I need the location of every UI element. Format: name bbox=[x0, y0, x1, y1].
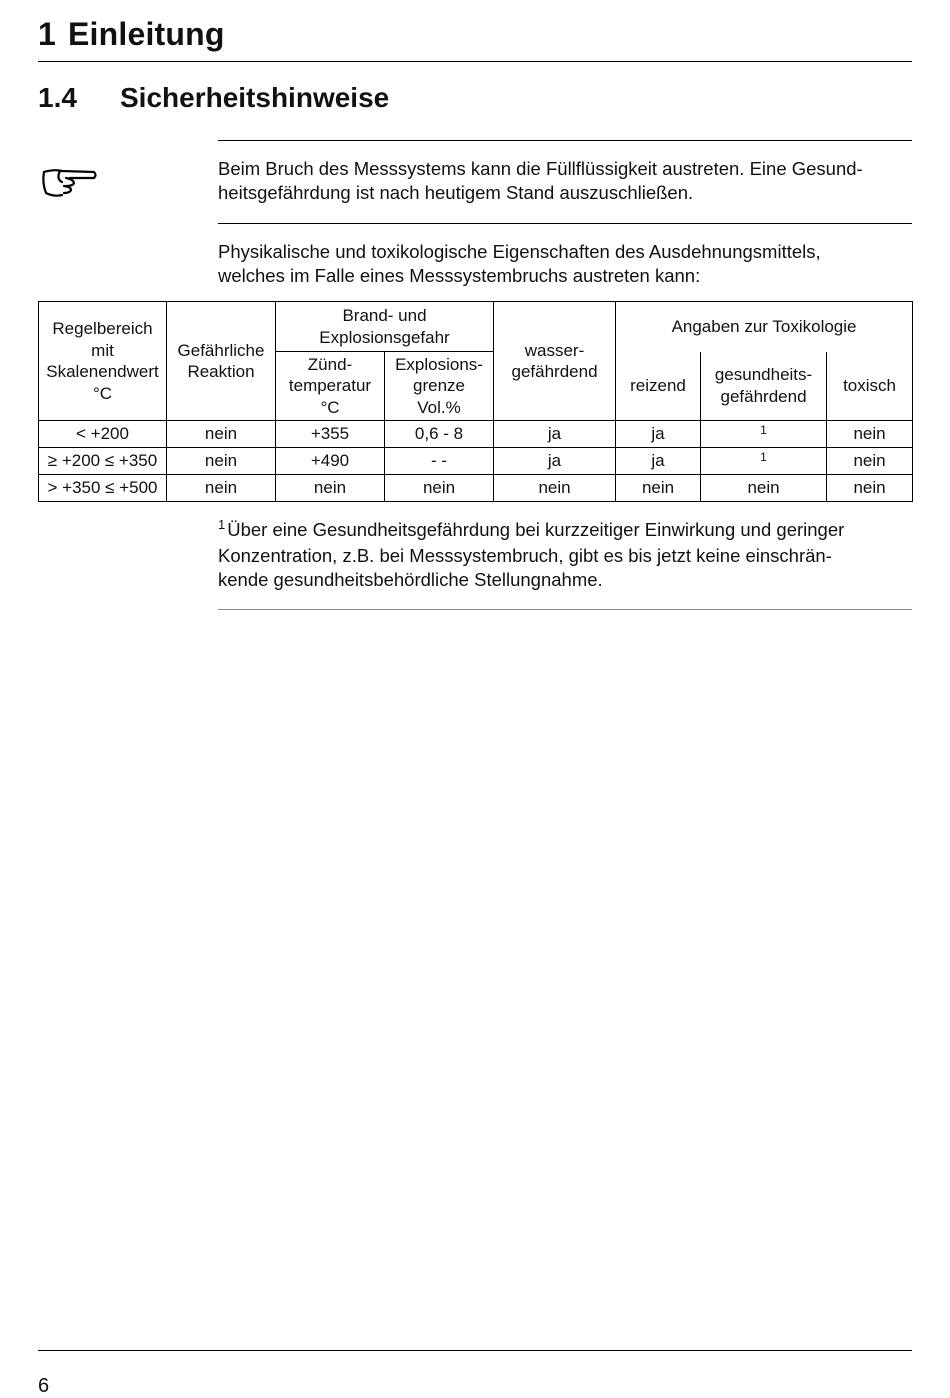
cell-toxic: nein bbox=[827, 475, 913, 502]
header-reaction: Gefährliche Reaktion bbox=[167, 302, 276, 421]
cell-range: < +200 bbox=[39, 421, 167, 448]
cell-irritant: nein bbox=[616, 475, 701, 502]
cell-water: ja bbox=[494, 421, 616, 448]
section-title: Sicherheitshinweise bbox=[120, 82, 390, 113]
note-top-rule bbox=[218, 140, 912, 141]
cell-reaction: nein bbox=[167, 448, 276, 475]
cell-health bbox=[701, 448, 827, 475]
cell-health bbox=[701, 421, 827, 448]
cell-water: ja bbox=[494, 448, 616, 475]
footnote-line: Konzentration, z.B. bei Messsystembruch, gibt es bis jetzt keine einschrän- bbox=[218, 545, 832, 566]
chapter-title: Einleitung bbox=[68, 16, 225, 52]
chapter-heading bbox=[38, 16, 225, 53]
intro-line: welches im Falle eines Messsystembruchs austreten kann: bbox=[218, 265, 701, 286]
header-health: gesundheits- gefährdend bbox=[701, 352, 827, 421]
cell-toxic: nein bbox=[827, 421, 913, 448]
table-row bbox=[39, 448, 913, 475]
footnote-mark: 1 bbox=[218, 517, 226, 532]
header-tox-group: Angaben zur Toxikologie bbox=[616, 302, 913, 352]
footnote-reference: 1 bbox=[760, 423, 767, 438]
footnote bbox=[218, 518, 918, 592]
cell-health: nein bbox=[701, 475, 827, 502]
cell-explosion-limit: - - bbox=[385, 448, 494, 475]
properties-table bbox=[38, 301, 913, 502]
cell-reaction: nein bbox=[167, 475, 276, 502]
footnote-reference: 1 bbox=[760, 450, 767, 465]
cell-explosion-limit: nein bbox=[385, 475, 494, 502]
cell-irritant: ja bbox=[616, 448, 701, 475]
safety-note-line: heitsgefährdung ist nach heutigem Stand auszuschließen. bbox=[218, 182, 694, 203]
note-bottom-rule bbox=[218, 223, 912, 224]
chapter-rule bbox=[38, 61, 912, 62]
cell-ignition: nein bbox=[276, 475, 385, 502]
footnote-line: Über eine Gesundheitsgefährdung bei kurzzeitiger Einwirkung und geringer bbox=[227, 519, 845, 540]
cell-reaction: nein bbox=[167, 421, 276, 448]
header-toxic: toxisch bbox=[827, 352, 913, 421]
header-explosion-limit: Explosions- grenze Vol.% bbox=[385, 352, 494, 421]
footer-rule bbox=[38, 1350, 912, 1351]
footnote-rule bbox=[218, 609, 912, 610]
footnote-line: kende gesundheitsbehördliche Stellungnahme. bbox=[218, 569, 603, 590]
safety-note-line: Beim Bruch des Messsystems kann die Füllflüssigkeit austreten. Eine Gesund- bbox=[218, 158, 863, 179]
cell-ignition: +490 bbox=[276, 448, 385, 475]
page-number: 6 bbox=[38, 1375, 50, 1397]
table-row bbox=[39, 475, 913, 502]
table-row bbox=[39, 421, 913, 448]
safety-note bbox=[218, 157, 918, 205]
header-irritant: reizend bbox=[616, 352, 701, 421]
cell-range: ≥ +200 ≤ +350 bbox=[39, 448, 167, 475]
header-ignition: Zünd- temperatur °C bbox=[276, 352, 385, 421]
intro-paragraph bbox=[218, 240, 918, 288]
pointing-hand-icon bbox=[40, 163, 100, 199]
cell-ignition: +355 bbox=[276, 421, 385, 448]
cell-range: > +350 ≤ +500 bbox=[39, 475, 167, 502]
chapter-number: 1 bbox=[38, 16, 56, 52]
header-water: wasser- gefährdend bbox=[494, 302, 616, 421]
intro-line: Physikalische und toxikologische Eigenschaften des Ausdehnungsmittels, bbox=[218, 241, 821, 262]
cell-explosion-limit: 0,6 - 8 bbox=[385, 421, 494, 448]
cell-water: nein bbox=[494, 475, 616, 502]
cell-irritant: ja bbox=[616, 421, 701, 448]
section-number: 1.4 bbox=[38, 82, 77, 113]
cell-toxic: nein bbox=[827, 448, 913, 475]
header-range: Regelbereich mit Skalenendwert °C bbox=[39, 302, 167, 421]
header-fire-group: Brand- und Explosionsgefahr bbox=[276, 302, 494, 352]
